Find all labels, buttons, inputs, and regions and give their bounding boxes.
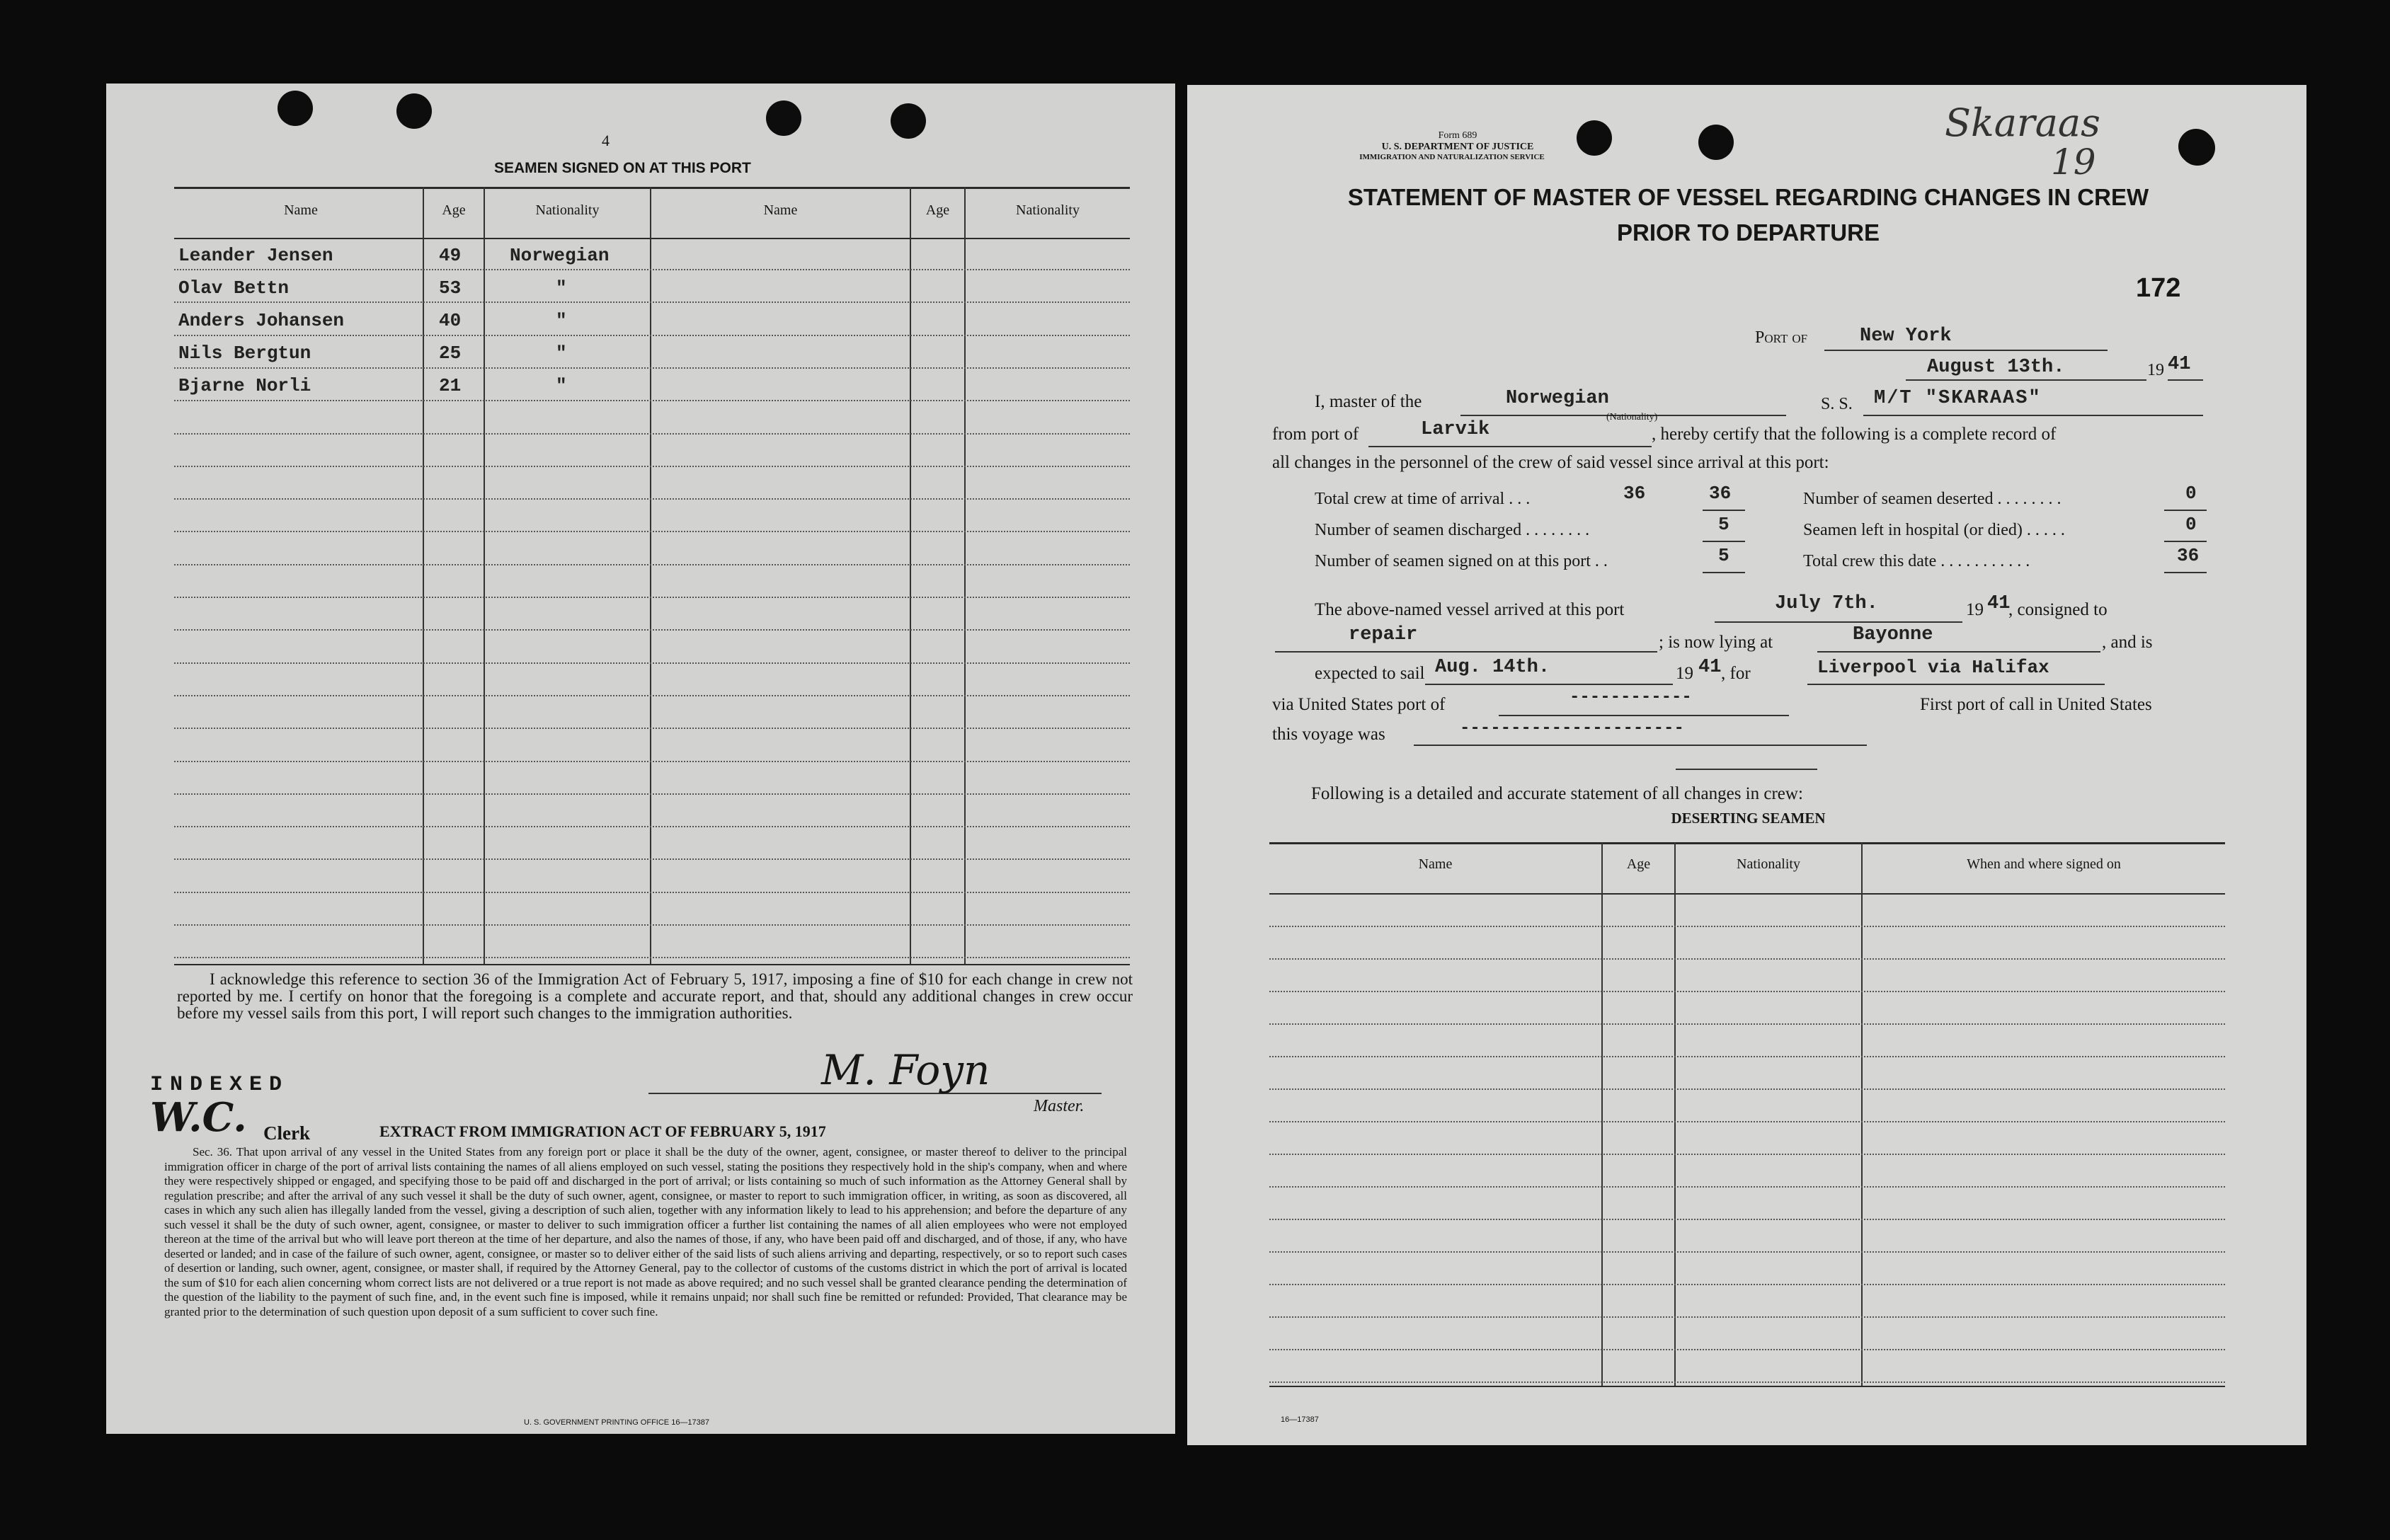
for-label: , for bbox=[1721, 664, 1751, 683]
ruled-line bbox=[174, 498, 1130, 500]
stat-extra-value: 36 bbox=[1623, 483, 1646, 504]
footer-code: 16—17387 bbox=[1281, 1415, 1319, 1424]
ruled-line bbox=[1269, 1316, 2225, 1318]
ruled-line bbox=[1269, 1056, 2225, 1057]
following-label: Following is a detailed and accurate statement of all changes in crew: bbox=[1311, 784, 1803, 803]
ruled-line bbox=[174, 728, 1130, 729]
crew-nationality: " bbox=[556, 375, 567, 396]
col-header: Nationality bbox=[1016, 202, 1080, 218]
via-value: ------------ bbox=[1569, 688, 1692, 707]
ruled-line bbox=[174, 924, 1130, 926]
left-page bbox=[106, 84, 1175, 1434]
stat-label: Total crew at time of arrival . . . bbox=[1315, 490, 1531, 508]
ruled-line bbox=[1269, 1088, 2225, 1090]
ruled-line bbox=[174, 858, 1130, 860]
arrived-label: The above-named vessel arrived at this port bbox=[1315, 600, 1625, 619]
stat-value: 0 bbox=[2185, 514, 2197, 535]
stat-value: 36 bbox=[1709, 483, 1732, 504]
col-header: Age bbox=[442, 202, 466, 218]
year-prefix: 19 bbox=[1676, 664, 1693, 683]
col-header: Name bbox=[763, 202, 798, 218]
stat-label: Number of seamen discharged . . . . . . . . bbox=[1315, 521, 1590, 539]
year-prefix: 19 bbox=[1966, 600, 1984, 619]
crew-name: Leander Jensen bbox=[178, 245, 333, 266]
first-port-label: First port of call in United States bbox=[1920, 695, 2152, 714]
punch-hole bbox=[891, 103, 926, 139]
crew-name: Anders Johansen bbox=[178, 310, 345, 331]
ruled-line bbox=[174, 662, 1130, 664]
ss-label: S. S. bbox=[1821, 395, 1853, 413]
ruled-line bbox=[174, 531, 1130, 532]
year-value: 41 bbox=[1698, 657, 1722, 678]
port-label: Port of bbox=[1755, 328, 1808, 347]
page-number: 4 bbox=[602, 132, 610, 149]
col-header: When and where signed on bbox=[1967, 856, 2121, 872]
certify-text: , hereby certify that the following is a complete record of bbox=[1652, 425, 2057, 444]
crew-name: Bjarne Norli bbox=[178, 375, 311, 396]
master-signature: M. Foyn bbox=[821, 1046, 990, 1094]
expected-label: expected to sail bbox=[1315, 664, 1425, 683]
table-bottom-rule bbox=[174, 964, 1130, 965]
service: IMMIGRATION AND NATURALIZATION SERVICE bbox=[1359, 153, 1545, 161]
stat-value: 5 bbox=[1718, 545, 1729, 566]
stat-label: Number of seamen signed on at this port . . bbox=[1315, 552, 1608, 570]
certify-text-2: all changes in the personnel of the crew of said vessel since arrival at this port: bbox=[1272, 453, 1829, 472]
indexed-stamp: INDEXED bbox=[150, 1073, 290, 1097]
ship-name: M/T "SKARAAS" bbox=[1874, 388, 2042, 409]
serial-number: 172 bbox=[2136, 273, 2181, 303]
stat-value: 36 bbox=[2177, 545, 2200, 566]
year-prefix: 19 bbox=[2147, 361, 2164, 379]
deserting-title: DESERTING SEAMEN bbox=[1671, 810, 1826, 827]
department: U. S. DEPARTMENT OF JUSTICE bbox=[1381, 142, 1534, 152]
date-value: August 13th. bbox=[1927, 357, 2065, 378]
ruled-line bbox=[1269, 1154, 2225, 1155]
ruled-line bbox=[1269, 1121, 2225, 1122]
handwritten-number: 19 bbox=[2051, 142, 2096, 183]
extract-text: Sec. 36. That upon arrival of any vessel in the United States from any foreign port or place it shall be the duty of the owner, agent, consignee, or master thereof to deliver to the principal immigration officer in charge of the port of arrival lists containing the names of all aliens employed on such vessel, stating the positions they respectively hold in the ship's company, when and where they were respectively shipped or engaged, and specifying those to be paid off and discharged in the port of arrival; or lists containing so much of such information as the Attorney General shall by regulation prescribe; and after the arrival of any such vessel it shall be the duty of such owner, agent, consignee, or master to report to such immigration officer, in writing, as soon as discovered, all cases in which any such alien has illegally landed from the vessel, giving a description of such alien, together with any information likely to lead to his apprehension; and before the departure of any such vessel it shall be the duty of such owner, agent, consignee, or master to deliver to such immigration officer a further list containing the names of all alien employees who were not employed thereon at the time of the arrival but who will leave port thereon at the time of her departure, and also the names of those, if any, who have been paid off and discharged, and of those, if any, who have deserted or landed; and in case of the failure of such owner, agent, consignee, or master so to deliver either of the said lists of such aliens arriving and departing, respectively, or so to report such cases of desertion or landing, such owner, agent, consignee, or master shall, if required by the Attorney General, pay to the collector of customs of the customs district in which the port of arrival is located the sum of $10 for each alien concerning whom correct lists are not delivered or a true report is not made as above required; and no such vessel shall be granted clearance pending the determination of the question of the liability to the payment of such fine, and, in the event such fine is imposed, while it remains unpaid; nor shall such fine be remitted or refunded: Provided, That clearance may be granted prior to the determination of such question upon deposit of a sum sufficient to cover such fine. bbox=[164, 1145, 1127, 1318]
crew-age: 49 bbox=[439, 245, 462, 266]
master-of-label: I, master of the bbox=[1315, 392, 1422, 411]
year-value: 41 bbox=[1987, 593, 2011, 614]
lying-label: ; is now lying at bbox=[1659, 633, 1773, 652]
ruled-line bbox=[1269, 1251, 2225, 1253]
crew-name: Nils Bergtun bbox=[178, 343, 311, 364]
crew-nationality: Norwegian bbox=[510, 245, 610, 266]
voyage-value: ---------------------- bbox=[1460, 719, 1684, 738]
ruled-line bbox=[1269, 958, 2225, 960]
form-subtitle: PRIOR TO DEPARTURE bbox=[1617, 219, 1880, 246]
right-page bbox=[1187, 85, 2306, 1445]
ruled-line bbox=[1269, 1381, 2225, 1383]
crew-age: 25 bbox=[439, 343, 462, 364]
crew-nationality: " bbox=[556, 277, 567, 299]
ruled-line bbox=[174, 466, 1130, 467]
consigned-value: repair bbox=[1349, 624, 1418, 645]
punch-hole bbox=[1698, 125, 1734, 160]
expected-value: Aug. 14th. bbox=[1435, 657, 1550, 678]
crew-nationality: " bbox=[556, 343, 567, 364]
crew-age: 21 bbox=[439, 375, 462, 396]
stat-value: 5 bbox=[1718, 514, 1729, 535]
port-value: New York bbox=[1860, 326, 1952, 347]
ruled-line bbox=[1269, 1284, 2225, 1285]
ruled-line bbox=[174, 301, 1130, 303]
acknowledgement-text: I acknowledge this reference to section 36 of the Immigration Act of February 5, 1917, imposing a fine of $10 for each change in crew not reported by me. I certify on honor that the foregoing is a complete and accurate report, and that, should any additional changes in crew occur before my vessel sails from this port, I will report such changes to the immigration authorities. bbox=[177, 970, 1133, 1022]
stat-label: Total crew this date . . . . . . . . . . . bbox=[1803, 552, 2030, 570]
crew-age: 40 bbox=[439, 310, 462, 331]
ruled-line bbox=[174, 564, 1130, 565]
punch-hole bbox=[396, 93, 432, 129]
via-label: via United States port of bbox=[1272, 695, 1446, 714]
clerk-initials: W.C. bbox=[150, 1094, 247, 1141]
ruled-line bbox=[174, 892, 1130, 893]
consigned-label: , consigned to bbox=[2008, 600, 2108, 619]
ruled-line bbox=[174, 695, 1130, 696]
table-top-rule bbox=[174, 187, 1130, 189]
ruled-line bbox=[174, 367, 1130, 369]
lying-value: Bayonne bbox=[1853, 624, 1933, 645]
punch-hole bbox=[278, 91, 313, 126]
crew-name: Olav Bettn bbox=[178, 277, 290, 299]
stat-label: Number of seamen deserted . . . . . . . . bbox=[1803, 490, 2062, 508]
crew-nationality: " bbox=[556, 310, 567, 331]
clerk-label: Clerk bbox=[263, 1122, 310, 1144]
col-header: Name bbox=[1418, 856, 1453, 872]
master-label: Master. bbox=[1034, 1097, 1085, 1115]
col-header: Age bbox=[1626, 856, 1651, 872]
ruled-line bbox=[1269, 991, 2225, 992]
ruled-line bbox=[174, 793, 1130, 795]
ruled-line bbox=[174, 597, 1130, 598]
table-header-rule bbox=[174, 238, 1130, 239]
for-value: Liverpool via Halifax bbox=[1817, 657, 2049, 678]
ruled-line bbox=[174, 629, 1130, 631]
ruled-line bbox=[1269, 1186, 2225, 1188]
ruled-line bbox=[1269, 1023, 2225, 1025]
ruled-line bbox=[174, 957, 1130, 958]
ruled-line bbox=[174, 269, 1130, 270]
printing-office: U. S. GOVERNMENT PRINTING OFFICE 16—17387 bbox=[524, 1418, 710, 1427]
punch-hole bbox=[2180, 130, 2215, 166]
col-header: Nationality bbox=[535, 202, 600, 218]
crew-age: 53 bbox=[439, 277, 462, 299]
handwritten-ship: Skaraas bbox=[1945, 100, 2100, 145]
ruled-line bbox=[174, 826, 1130, 827]
extract-title: EXTRACT FROM IMMIGRATION ACT OF FEBRUARY 5, 1917 bbox=[379, 1122, 826, 1140]
ruled-line bbox=[174, 400, 1130, 401]
nationality-caption: (Nationality) bbox=[1606, 412, 1658, 423]
ruled-line bbox=[174, 433, 1130, 435]
ruled-line bbox=[174, 761, 1130, 762]
punch-hole bbox=[766, 100, 801, 136]
form-number: Form 689 bbox=[1438, 130, 1477, 141]
from-port-label: from port of bbox=[1272, 425, 1359, 444]
from-port-value: Larvik bbox=[1421, 419, 1490, 440]
ruled-line bbox=[174, 335, 1130, 336]
col-header: Nationality bbox=[1737, 856, 1800, 872]
col-header: Age bbox=[925, 202, 950, 218]
col-header: Name bbox=[284, 202, 318, 218]
nationality-value: Norwegian bbox=[1506, 388, 1609, 409]
and-is-label: , and is bbox=[2102, 633, 2153, 652]
ruled-line bbox=[1269, 926, 2225, 927]
year-value: 41 bbox=[2168, 354, 2191, 375]
arrived-value: July 7th. bbox=[1775, 593, 1878, 614]
form-title: STATEMENT OF MASTER OF VESSEL REGARDING CHANGES IN CREW bbox=[1347, 184, 2149, 210]
voyage-label: this voyage was bbox=[1272, 725, 1385, 744]
stat-label: Seamen left in hospital (or died) . . . . . bbox=[1803, 521, 2065, 539]
stat-value: 0 bbox=[2185, 483, 2197, 504]
ruled-line bbox=[1269, 1349, 2225, 1350]
ruled-line bbox=[1269, 1219, 2225, 1220]
seamen-signed-title: SEAMEN SIGNED ON AT THIS PORT bbox=[494, 160, 751, 176]
punch-hole bbox=[1577, 120, 1612, 156]
